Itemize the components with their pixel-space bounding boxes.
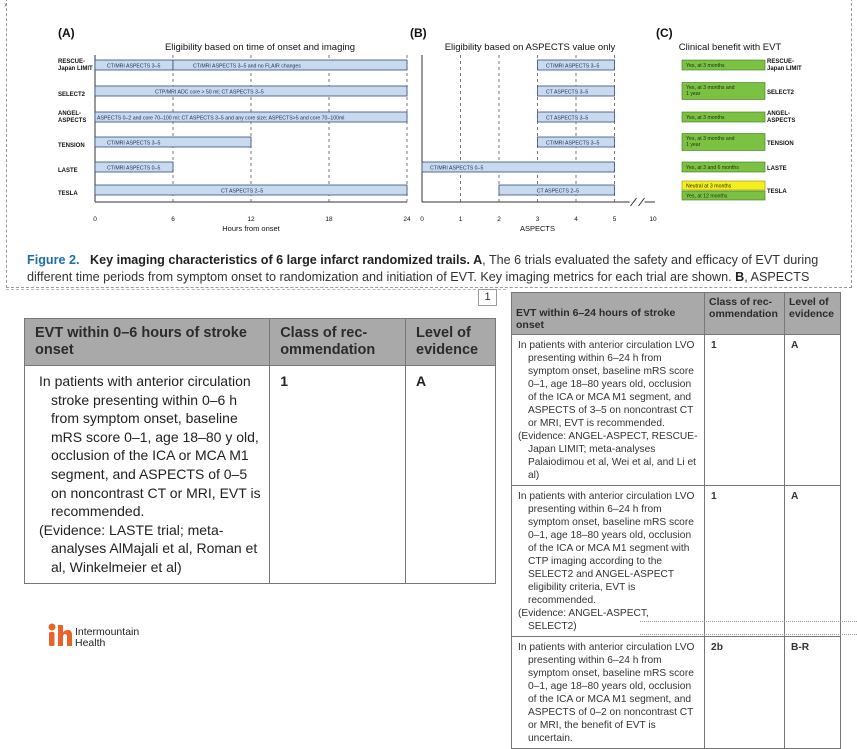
panel-c-trial-name: ANGEL-ASPECTS xyxy=(767,111,796,124)
panel-b-tick-label: 3 xyxy=(535,216,540,223)
right-row2-level xyxy=(785,486,841,637)
panel-a-trial-name: TENSION xyxy=(58,143,85,149)
panel-a-label: (A) xyxy=(58,26,75,40)
panel-b-bar-label: CT ASPECTS 2–5 xyxy=(536,188,580,195)
panel-b-bar-label: CT/MRI ASPECTS 3–5 xyxy=(546,63,600,70)
left-row-level-value: A xyxy=(416,373,427,389)
separator-line xyxy=(6,289,506,290)
right-row3-class-value: 2b xyxy=(711,642,723,653)
panel-a-bar-label: CTP/MRI ADC core > 50 ml; CT ASPECTS 3–5 xyxy=(155,89,264,96)
panel-a-trial-name: TESLA xyxy=(58,191,78,197)
left-row-evidence: (Evidence: LASTE trial; meta-analyses AlMajali et al, Roman et al, Winkelmeier et al) xyxy=(39,521,258,575)
panel-b-tick-label: 1 xyxy=(458,216,463,223)
panel-c-benefit-label: Yes, at 3 months xyxy=(686,115,725,121)
panel-a-trial-name: SELECT2 xyxy=(58,92,86,98)
caption-label: Figure 2. xyxy=(27,253,80,267)
logo-mark-icon xyxy=(47,622,73,648)
panel-b-tick-label: 10 xyxy=(649,216,657,223)
right-row2-class xyxy=(705,486,785,637)
caption-title: Key imaging characteristics of 6 large infarct randomized trails. xyxy=(89,253,471,267)
dotted-guide-1 xyxy=(640,621,857,622)
right-row3-text-cell xyxy=(512,637,705,749)
right-header-class: Class of rec-ommendation xyxy=(705,293,785,335)
left-row-text: In patients with anterior circulation stroke presenting within 0–6 h from symptom onset, baseline mRS score 0–1, age 18–80 y old, occlusion of the ICA or MCA M1 segment, and ASPECTS of 0–5 on noncontrast CT or MRI, EVT is recommended. xyxy=(39,373,261,520)
panel-b-axis-break xyxy=(631,198,637,206)
logo-text xyxy=(75,627,139,649)
panel-c-benefit-label: Yes, at 3 months and 1 year xyxy=(686,85,735,98)
right-recommendation-table xyxy=(511,292,841,749)
panel-b-bar-label: CT/MRI ASPECTS 3–5 xyxy=(546,140,600,147)
left-row-class xyxy=(270,366,406,584)
panel-a-bar-label: CT/MRI ASPECTS 0–5 xyxy=(107,165,161,172)
panel-a-bar-label: ASPECTS 0–2 and core 70–100 ml; CT ASPECTS 3–5 and any core size; ASPECTS>5 and core 70–100ml xyxy=(97,115,345,122)
right-header-evt: EVT within 6–24 hours of stroke onset xyxy=(512,293,705,335)
panel-a-tick-label: 24 xyxy=(403,216,411,223)
right-row3-level-value: B-R xyxy=(791,642,810,653)
logo-line2: Health xyxy=(75,637,106,649)
left-row-level xyxy=(406,366,496,584)
panel-a-title: Eligibility based on time of onset and imaging xyxy=(164,42,356,53)
figure-2-chart xyxy=(0,0,857,250)
left-header-level: Level of evidence xyxy=(406,319,496,366)
right-row1-level-value: A xyxy=(791,340,799,351)
logo-line1: Intermountain xyxy=(75,626,140,638)
right-row3-level xyxy=(785,637,841,749)
panel-a-tick-label: 12 xyxy=(247,216,255,223)
panel-c-neutral-label: Neutral at 3 months xyxy=(686,183,732,190)
table-row xyxy=(512,637,841,749)
panel-c-trial-name: LASTE xyxy=(767,166,787,172)
panel-b-axis-break xyxy=(639,198,645,206)
panel-b-bar-label: CT ASPECTS 3–5 xyxy=(546,115,589,122)
left-row-class-value: 1 xyxy=(280,373,288,389)
panel-b-tick-label: 0 xyxy=(420,216,424,223)
right-row1-evidence: (Evidence: ANGEL-ASPECT, RESCUE-Japan LIMIT; meta-analyses Palaiodimou et al, Wei et al, and Li et al) xyxy=(518,431,698,481)
panel-b-title: Eligibility based on ASPECTS value only xyxy=(444,42,616,53)
panel-c-benefit-label: Yes, at 3 months xyxy=(686,63,725,69)
table-row xyxy=(25,366,496,584)
panel-a-trial-name: ANGEL-ASPECTS xyxy=(58,111,87,124)
panel-a-tick-label: 6 xyxy=(171,216,175,223)
dotted-guide-2 xyxy=(640,634,857,635)
left-row-text-cell xyxy=(25,366,270,584)
panel-a-xlabel: Hours from onset xyxy=(222,224,280,233)
page-number-box[interactable]: 1 xyxy=(478,289,497,306)
intermountain-logo xyxy=(47,622,167,650)
panel-b-tick-label: 5 xyxy=(612,216,617,223)
right-row2-class-value: 1 xyxy=(711,491,717,502)
right-row3-class xyxy=(705,637,785,749)
right-row2-level-value: A xyxy=(791,491,799,502)
panel-b-bar-label: CT/MRI ASPECTS 0–5 xyxy=(430,165,484,172)
panel-c-trial-name: SELECT2 xyxy=(767,90,795,96)
panel-b-label: (B) xyxy=(410,26,427,40)
panel-c-benefit-label: Yes, at 12 months xyxy=(686,193,728,200)
caption-tail: , ASPECTS xyxy=(744,270,810,284)
panel-a-bar-label: CT/MRI ASPECTS 3–5 xyxy=(107,140,161,147)
right-row1-class xyxy=(705,335,785,486)
left-recommendation-table xyxy=(24,318,496,584)
panel-c-label: (C) xyxy=(656,26,673,40)
caption-a: A xyxy=(470,253,483,267)
panel-a-tick-label: 18 xyxy=(325,216,333,223)
table-row xyxy=(512,335,841,486)
panel-a-trial-name: RESCUE-Japan LIMIT xyxy=(58,59,93,72)
right-row2-text-cell xyxy=(512,486,705,637)
right-row3-text: In patients with anterior circulation LVO presenting within 6–24 h from symptom onset, baseline mRS score 0–1, age 18–80 years old, occlusion of the ICA or MCA M1 segment, and ASPECTS of 0–2 on noncontrast CT or MRI, the benefit of EVT is uncertain. xyxy=(518,642,695,744)
figure-caption xyxy=(27,252,835,286)
left-header-class: Class of rec-ommendation xyxy=(270,319,406,366)
panel-a-trial-name: LASTE xyxy=(58,168,78,174)
panel-c-trial-name: RESCUE-Japan LIMIT xyxy=(767,59,802,72)
right-row2-evidence: (Evidence: ANGEL-ASPECT, SELECT2) xyxy=(518,608,649,632)
right-row2-text: In patients with anterior circulation LVO presenting within 6–24 h from symptom onset, baseline mRS score 0–1, age 18–80 years old, occlusion of the ICA or MCA M1 segment with CTP imaging according to the SELECT2 and ANGEL-ASPECT eligibility criteria, EVT is recommended. xyxy=(518,491,695,606)
right-header-level: Level of evidence xyxy=(785,293,841,335)
panel-b-xlabel: ASPECTS xyxy=(519,224,556,233)
corner-mark: › xyxy=(4,0,7,9)
left-header-evt: EVT within 0–6 hours of stroke onset xyxy=(25,319,270,366)
panel-c-trial-name: TENSION xyxy=(767,141,794,147)
caption-body: , The 6 trials evaluated the safety and efficacy of EVT during different time periods from symptom onset to randomization and initiation of EVT. Key imaging metrics for each trial are shown. xyxy=(27,253,819,284)
panel-c-trial-name: TESLA xyxy=(767,189,787,195)
panel-b-bar-label: CT ASPECTS 3–5 xyxy=(546,89,589,96)
panel-b-tick-label: 4 xyxy=(574,216,578,223)
panel-a-bar-label: CT/MRI ASPECTS 3–5 xyxy=(107,63,161,70)
right-row1-text: In patients with anterior circulation LVO presenting within 6–24 h from symptom onset, baseline mRS score 0–1, age 18–80 years old, occlusion of the ICA or MCA M1 segment, and ASPECTS of 3–5 on noncontrast CT or MRI, EVT is recommended. xyxy=(518,340,695,429)
right-row1-class-value: 1 xyxy=(711,340,717,351)
right-row1-text-cell xyxy=(512,335,705,486)
panel-a-tick-label: 0 xyxy=(93,216,97,223)
panel-a-bar-label: CT ASPECTS 2–5 xyxy=(221,188,264,195)
table-row xyxy=(512,486,841,637)
caption-b: B xyxy=(735,270,745,284)
panel-c-benefit-label: Yes, at 3 months and 1 year xyxy=(686,136,735,149)
panel-c-benefit-label: Yes, at 3 and 6 months xyxy=(686,165,739,171)
right-row1-level xyxy=(785,335,841,486)
panel-a-bar-label: CT/MRI ASPECTS 3–5 and no FLAIR changes xyxy=(193,63,301,70)
panel-b-tick-label: 2 xyxy=(497,216,501,223)
panel-c-title: Clinical benefit with EVT xyxy=(678,42,782,53)
